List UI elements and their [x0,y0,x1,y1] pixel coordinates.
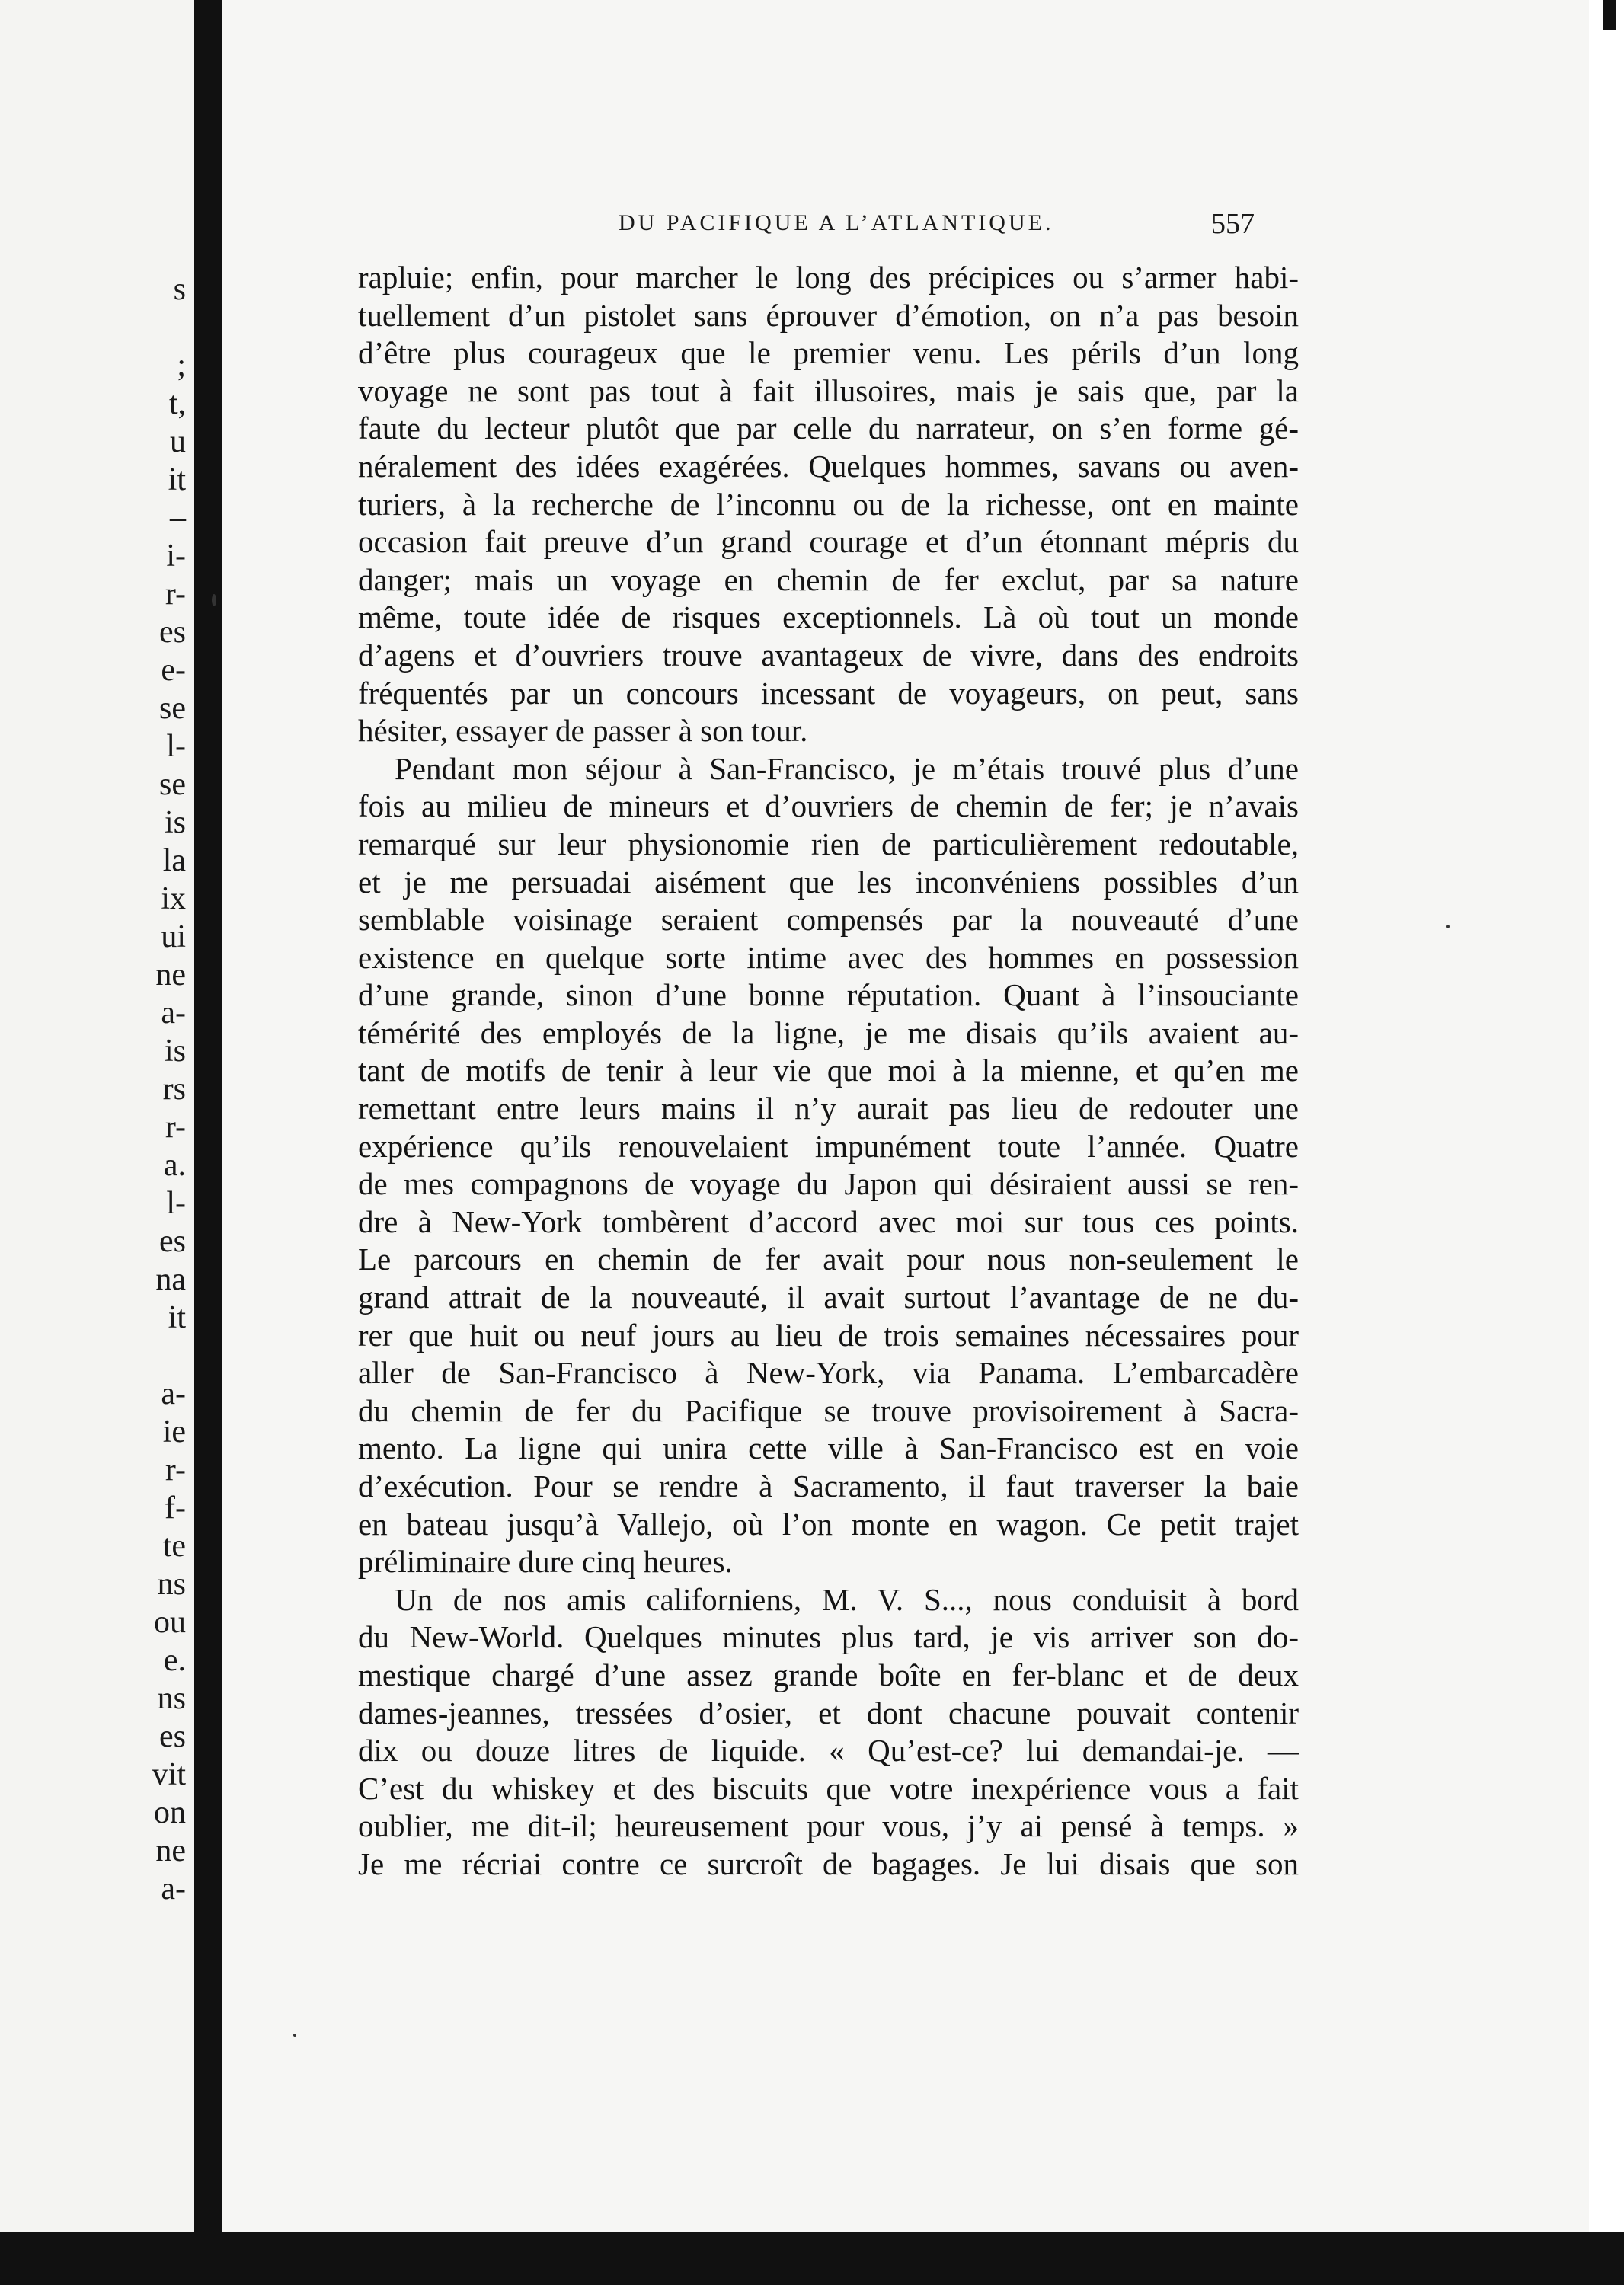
left-page-fragment: es [159,615,186,650]
text-line: mento. La ligne qui unira cette ville à San-Francisco est en voie [358,1430,1299,1466]
text-line: mestique chargé d’une assez grande boîte en fer-blanc et de deux [358,1657,1299,1692]
running-head: DU PACIFIQUE A L’ATLANTIQUE. [619,210,1054,235]
body-text [358,259,1299,1884]
text-line: néralement des idées exagérées. Quelques hommes, savans ou aven- [358,448,1299,484]
left-page-fragment: se [159,691,186,726]
book-gutter [194,0,222,2285]
text-line: remarqué sur leur physionomie rien de particulièrement redoutable, [358,826,1299,861]
text-line: remettant entre leurs mains il n’y aurait pas lieu de redouter une [358,1091,1299,1127]
text-line: en bateau jusqu’à Vallejo, où l’on monte en wagon. Ce petit trajet [358,1506,1299,1542]
left-page-fragment: t, [168,386,186,421]
left-page-fragment: ou [154,1605,186,1640]
left-page-fragment: u [170,424,186,459]
text-line: fréquentés par un concours incessant de voyageurs, on peut, sans [358,675,1299,711]
text-line: de mes compagnons de voyage du Japon qui désiraient aussi se ren- [358,1166,1299,1202]
text-line: dames-jeannes, tressées d’osier, et dont chacune pouvait contenir [358,1695,1299,1731]
text-line: aller de San-Francisco à New-York, via Panama. L’embarcadère [358,1355,1299,1391]
left-page-fragment: is [164,1034,186,1069]
text-line: Un de nos amis californiens, M. V. S..., nous conduisit à bord [395,1581,1299,1617]
page-right-margin [1589,0,1624,2285]
text-line: grand attrait de la nouveauté, il avait surtout l’avantage de ne du- [358,1280,1299,1315]
text-line: occasion fait preuve d’un grand courage et d’un étonnant mépris du [358,524,1299,560]
text-line: danger; mais un voyage en chemin de fer exclut, par sa nature [358,561,1299,597]
text-line: Le parcours en chemin de fer avait pour nous non-seulement le [358,1242,1299,1277]
left-page-fragment: la [162,843,186,878]
left-facing-page [0,0,200,2285]
text-line: voyage ne sont pas tout à fait illusoires, mais je sais que, par la [358,372,1299,408]
text-line: semblable voisinage seraient compensés par la nouveauté d’une [358,902,1299,938]
text-line: du New-World. Quelques minutes plus tard, je vis arriver son do- [358,1619,1299,1655]
text-line: fois au milieu de mineurs et d’ouvriers de chemin de fer; je n’avais [358,788,1299,824]
left-page-fragment: f- [165,1491,186,1526]
text-line: expérience qu’ils renouvelaient impunément toute l’année. Quatre [358,1128,1299,1164]
text-line: d’exécution. Pour se rendre à Sacramento, il faut traverser la baie [358,1468,1299,1504]
left-page-fragment: s [173,272,186,307]
left-page-fragment: a. [163,1148,186,1183]
left-page-fragment: rs [162,1072,186,1107]
left-page-fragment: ; [177,348,186,383]
left-page-fragment: it [168,1300,186,1335]
left-page-fragment: te [162,1529,186,1564]
left-page-fragment: it [168,462,186,497]
left-page-fragment: es [159,1719,186,1754]
left-page-fragment: on [154,1795,186,1830]
left-page-fragment: ne [155,1833,186,1868]
text-line: existence en quelque sorte intime avec des hommes en possession [358,939,1299,975]
page-number: 557 [1211,208,1255,240]
text-line: faute du lecteur plutôt que par celle du narrateur, on s’en forme gé- [358,411,1299,446]
text-line: d’agens et d’ouvriers trouve avantageux de vivre, dans des endroits [358,637,1299,673]
left-page-fragment: ie [162,1414,186,1449]
text-line: Je me récriai contre ce surcroît de bagages. Je lui disais que son [358,1846,1299,1881]
text-line: dix ou douze litres de liquide. « Qu’est-ce? lui demandai-je. — [358,1733,1299,1769]
left-page-fragment: vit [152,1757,186,1792]
left-page-fragment: se [159,767,186,802]
left-page-fragment: r- [165,1110,186,1145]
text-line: rapluie; enfin, pour marcher le long des précipices ou s’armer habi- [358,260,1299,295]
text-line: et je me persuadai aisément que les inconvéniens possibles d’un [358,864,1299,900]
left-page-fragment: es [159,1224,186,1259]
scan-speck [1446,925,1450,928]
text-line: hésiter, essayer de passer à son tour. [358,713,808,749]
left-page-fragment: ns [157,1681,186,1716]
text-line: d’une grande, sinon d’une bonne réputation. Quant à l’insouciante [358,977,1299,1013]
left-page-fragment: a- [161,995,186,1031]
left-page-fragment: r- [165,577,186,612]
left-page-fragment: – [170,500,186,535]
scan-speck [212,594,216,606]
text-line: du chemin de fer du Pacifique se trouve provisoirement à Sacra- [358,1392,1299,1428]
scan-bottom-border [0,2232,1624,2285]
left-page-fragment: a- [161,1376,186,1411]
text-line: Pendant mon séjour à San-Francisco, je m’étais trouvé plus d’une [395,750,1299,786]
left-page-fragment: ix [161,881,186,916]
left-page-fragment: e. [163,1643,186,1678]
left-page-fragment: l- [166,1186,186,1221]
text-line: témérité des employés de la ligne, je me disais qu’ils avaient au- [358,1015,1299,1050]
text-line: turiers, à la recherche de l’inconnu ou de la richesse, ont en mainte [358,486,1299,522]
text-line: même, toute idée de risques exceptionnels. Là où tout un monde [358,599,1299,635]
text-line: oublier, me dit-il; heureusement pour vous, j’y ai pensé à temps. » [358,1808,1299,1844]
left-page-fragment: r- [165,1452,186,1488]
left-page-fragment: is [164,805,186,840]
left-page-fragment: ui [161,919,186,954]
left-page-fragment: a- [161,1871,186,1906]
text-line: tant de motifs de tenir à leur vie que moi à la mienne, et qu’en me [358,1053,1299,1088]
text-line: C’est du whiskey et des biscuits que votre inexpérience vous a fait [358,1770,1299,1806]
text-line: tuellement d’un pistolet sans éprouver d’émotion, on n’a pas besoin [358,297,1299,333]
scan-speck [293,2034,296,2037]
left-page-fragment: e- [161,653,186,688]
left-page-fragment: ne [155,957,186,992]
left-page-fragment: i- [166,538,186,574]
text-line: d’être plus courageux que le premier venu. Les périls d’un long [358,335,1299,371]
left-page-fragment: l- [166,729,186,764]
left-page-fragment: na [155,1262,186,1297]
text-line: préliminaire dure cinq heures. [358,1544,733,1580]
left-page-fragment: ns [157,1567,186,1602]
text-line: dre à New-York tombèrent d’accord avec moi sur tous ces points. [358,1203,1299,1239]
text-line: rer que huit ou neuf jours au lieu de trois semaines nécessaires pour [358,1317,1299,1353]
